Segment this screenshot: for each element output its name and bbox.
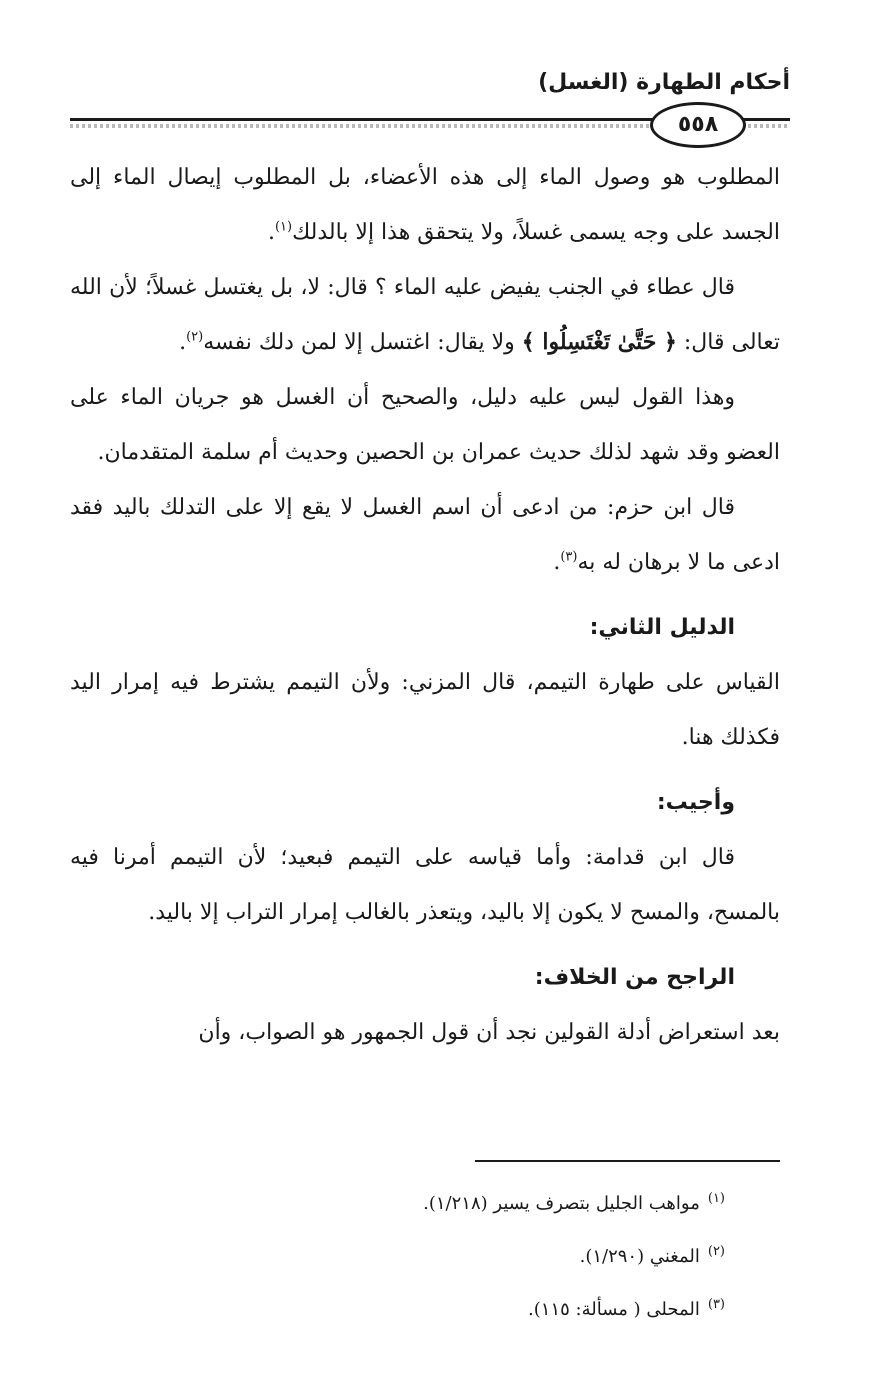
footnote-3-number: (٣) [707, 1297, 725, 1312]
paragraph-4 [70, 480, 780, 590]
paragraph-2-end: . [179, 330, 187, 355]
paragraph-2 [70, 260, 780, 370]
footnote-2-text: المغني (١/٢٩٠). [579, 1246, 700, 1267]
body-text [70, 150, 780, 1060]
paragraph-5: القياس على طهارة التيمم، قال المزني: ولأن التيمم يشترط فيه إمرار اليد فكذلك هنا. [70, 670, 780, 750]
footnote-2 [300, 1228, 725, 1281]
footnote-rule [475, 1160, 780, 1162]
section-heading-response: وأجيب: [656, 790, 735, 815]
footnote-3-text: المحلى ( مسألة: ١١٥). [528, 1299, 700, 1320]
footnote-ref-3: (٣) [560, 549, 578, 565]
paragraph-6: قال ابن قدامة: وأما قياسه على التيمم فبعيد؛ لأن التيمم أمرنا فيه بالمسح، والمسح لا يكون إلا باليد، ويتعذر بالغالب إمرار التراب إلا باليد. [70, 845, 780, 925]
quran-verse: ﴿ حَتَّىٰ تَغْتَسِلُوا ﴾ [521, 329, 677, 355]
paragraph-2-text-a: قال عطاء في الجنب يفيض عليه الماء ؟ قال: لا، بل يغتسل غسلاً؛ لأن الله تعالى قال: [70, 275, 780, 355]
footnote-2-number: (٢) [707, 1244, 725, 1259]
paragraph-4-text: قال ابن حزم: من ادعى أن اسم الغسل لا يقع إلا على التدلك باليد فقد ادعى ما لا برهان له به [70, 495, 780, 575]
page-header [70, 70, 790, 140]
footnote-1-text: مواهب الجليل بتصرف يسير (١/٢١٨). [423, 1193, 700, 1214]
running-title: أحكام الطهارة (الغسل) [538, 70, 790, 95]
page-number: ٥٥٨ [650, 102, 746, 148]
footnotes [300, 1175, 725, 1334]
footnote-1-number: (١) [707, 1191, 725, 1206]
footnote-ref-2: (٢) [186, 329, 204, 345]
paragraph-1 [70, 150, 780, 260]
paragraph-1-text: المطلوب هو وصول الماء إلى هذه الأعضاء، بل المطلوب إيصال الماء إلى الجسد على وجه يسمى غسلاً، ولا يتحقق هذا إلا بالدلك [70, 165, 780, 245]
section-heading-preferred-view: الراجح من الخلاف: [534, 965, 735, 990]
paragraph-2-text-b: ولا يقال: اغتسل إلا لمن دلك نفسه [203, 330, 522, 355]
footnote-ref-1: (١) [274, 219, 293, 235]
section-heading-second-evidence: الدليل الثاني: [589, 615, 735, 640]
paragraph-4-end: . [553, 550, 561, 575]
paragraph-3: وهذا القول ليس عليه دليل، والصحيح أن الغسل هو جريان الماء على العضو وقد شهد لذلك حديث عمران بن الحصين وحديث أم سلمة المتقدمان. [70, 385, 780, 465]
footnote-3 [300, 1281, 725, 1334]
footnote-1 [300, 1175, 725, 1228]
paragraph-1-end: . [267, 220, 275, 245]
paragraph-7: بعد استعراض أدلة القولين نجد أن قول الجمهور هو الصواب، وأن [198, 1020, 780, 1045]
